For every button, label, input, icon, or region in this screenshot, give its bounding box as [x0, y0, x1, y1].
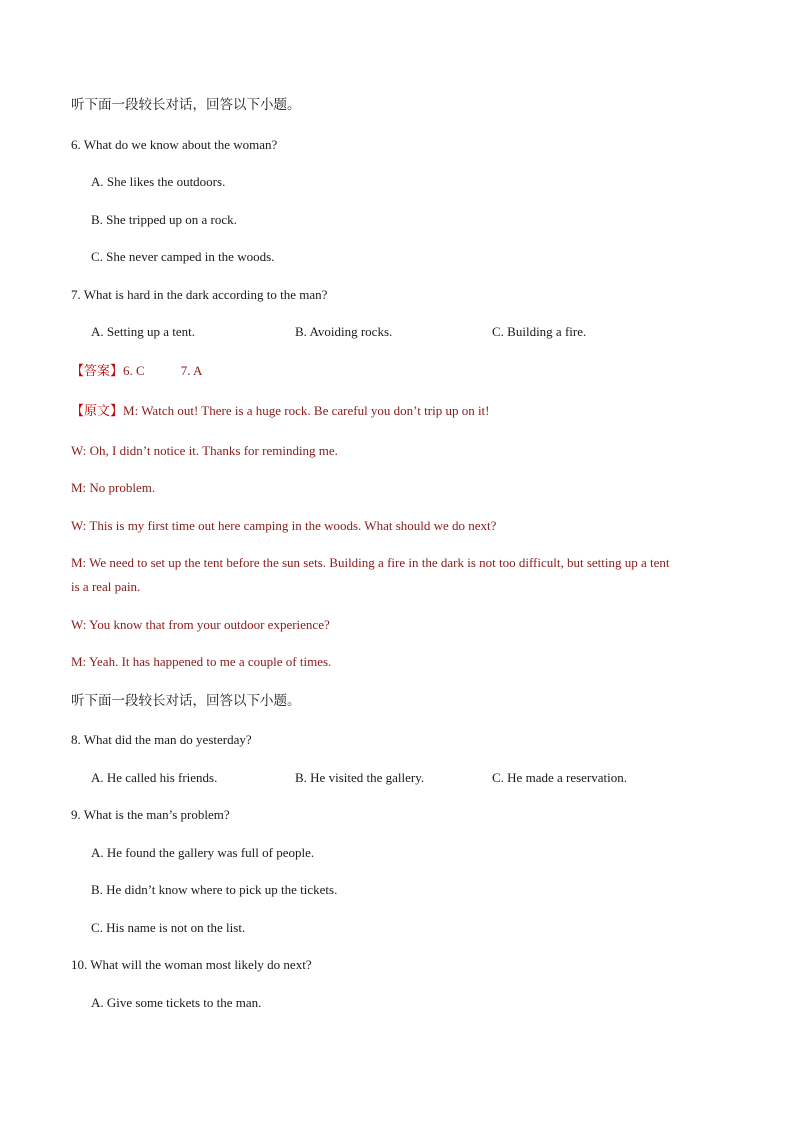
section-heading-2: 听下面一段较长对话，回答以下小题。	[71, 693, 301, 709]
q9-option-b: B. He didn’t know where to pick up the tickets.	[91, 882, 338, 897]
transcript-line-2: W: Oh, I didn’t notice it. Thanks for reminding me.	[71, 443, 338, 458]
transcript-tag: 【原文】	[71, 404, 124, 419]
q10-option-a: A. Give some tickets to the man.	[91, 995, 262, 1010]
transcript-line-4: W: This is my first time out here camping in the woods. What should we do next?	[71, 518, 497, 533]
transcript-line-1: 【原文】M: Watch out! There is a huge rock. Be careful you don’t trip up on it!	[71, 403, 490, 419]
q6-option-a: A. She likes the outdoors.	[91, 174, 226, 189]
q7-option-b: B. Avoiding rocks.	[295, 324, 393, 339]
q6-option-c: C. She never camped in the woods.	[91, 249, 275, 264]
question-6: 6. What do we know about the woman?	[71, 137, 278, 152]
transcript-line-5-cont: is a real pain.	[71, 579, 141, 594]
q9-option-c: C. His name is not on the list.	[91, 920, 246, 935]
transcript-line-6: W: You know that from your outdoor experience?	[71, 617, 330, 632]
answer-tag: 【答案】	[71, 364, 124, 379]
section-heading: 听下面一段较长对话，回答以下小题。	[71, 97, 301, 113]
q8-option-b: B. He visited the gallery.	[295, 770, 425, 785]
transcript-line-3: M: No problem.	[71, 480, 156, 495]
q7-option-c: C. Building a fire.	[492, 324, 587, 339]
q7-option-a: A. Setting up a tent.	[91, 324, 195, 339]
question-8: 8. What did the man do yesterday?	[71, 732, 252, 747]
q9-option-a: A. He found the gallery was full of people.	[91, 845, 315, 860]
q8-option-a: A. He called his friends.	[91, 770, 218, 785]
answer-7: 7. A	[180, 363, 203, 378]
answer-line	[71, 362, 202, 381]
transcript-line-7: M: Yeah. It has happened to me a couple of times.	[71, 654, 332, 669]
question-9: 9. What is the man’s problem?	[71, 807, 230, 822]
answer-6: 6. C	[123, 363, 145, 378]
q6-option-b: B. She tripped up on a rock.	[91, 212, 237, 227]
question-7: 7. What is hard in the dark according to the man?	[71, 287, 328, 302]
question-10: 10. What will the woman most likely do next?	[71, 957, 312, 972]
q8-option-c: C. He made a reservation.	[492, 770, 628, 785]
transcript-line-5: M: We need to set up the tent before the sun sets. Building a fire in the dark is not too difficult, but setting up a tent	[71, 555, 670, 570]
